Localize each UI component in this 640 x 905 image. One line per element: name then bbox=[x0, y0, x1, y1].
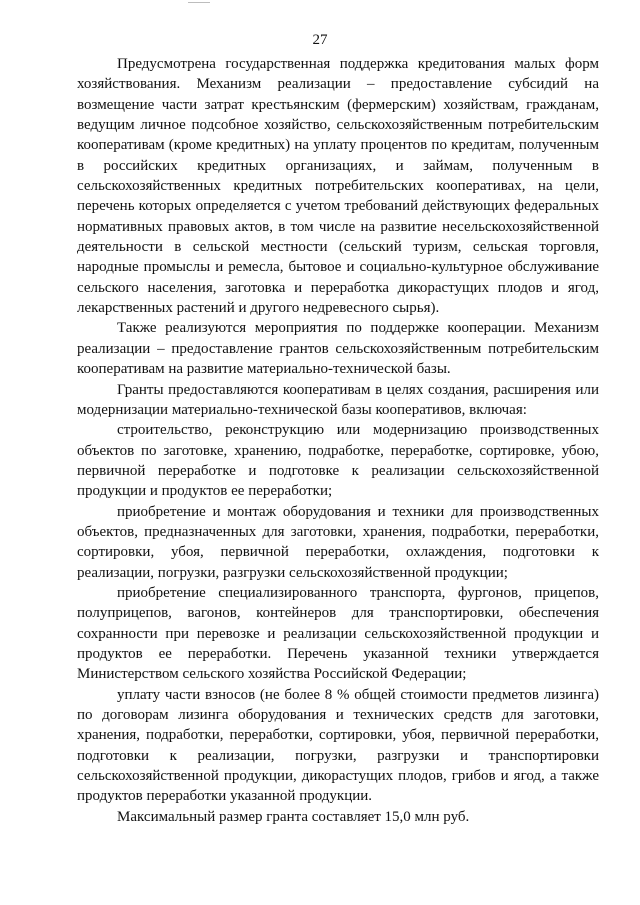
list-item-equipment: приобретение и монтаж оборудования и техники для производственных объектов, предназначенных для заготовки, хранения, подработки, переработки, сортировки, убоя, первичной переработки, охлаждения, подготовки к реализации, погрузки, разгрузки сельскохозяйственной продукции; bbox=[77, 503, 599, 581]
paragraph-grant-purposes: Гранты предоставляются кооперативам в целях создания, расширения или модернизации материально-технической базы кооперативов, включая: bbox=[77, 381, 599, 418]
paragraph-cooperation-support: Также реализуются мероприятия по поддержке кооперации. Механизм реализации – предоставление грантов сельскохозяйственным потребительским кооперативам на развитие материально-технической базы. bbox=[77, 320, 599, 378]
body-text bbox=[77, 54, 599, 827]
paragraph-max-grant: Максимальный размер гранта составляет 15,0 млн руб. bbox=[117, 808, 470, 825]
scan-artifact bbox=[188, 0, 210, 3]
paragraph-credit-support: Предусмотрена государственная поддержка кредитования малых форм хозяйствования. Механизм реализации – предоставление субсидий на возмещение части затрат крестьянским (фермерским) хозяйствам, гражданам, ведущим личное подсобное хозяйство, сельскохозяйственным потребительским кооперативам (кроме кредитных) на уплату процентов по кредитам, полученным в российских кредитных организациях, и займам, полученным в сельскохозяйственных кредитных потребительских кооперативах, на цели, перечень которых определяется с учетом требований действующих федеральных нормативных правовых актов, в том числе на развитие несельскохозяйственной деятельности в сельской местности (сельский туризм, сельская торговля, народные промыслы и ремесла, бытовое и социально-культурное обслуживание сельского населения, заготовка и переработка дикорастущих плодов и ягод, лекарственных растений и другого недревесного сырья). bbox=[77, 56, 599, 317]
page-number: 27 bbox=[312, 32, 328, 48]
list-item-leasing: уплату части взносов (не более 8 % общей стоимости предметов лизинга) по договорам лизинга оборудования и технических средств для заготовки, хранения, подработки, переработки, сортировки, убоя, первичной переработки, подготовки к реализации, погрузки, разгрузки и транспортировки сельскохозяйственной продукции, дикорастущих плодов, грибов и ягод, а также продуктов переработки указанной продукции. bbox=[77, 686, 599, 805]
list-item-transport: приобретение специализированного транспорта, фургонов, прицепов, полуприцепов, вагонов, контейнеров для транспортировки, обеспечения сохранности при перевозке и реализации сельскохозяйственной продукции и продуктов ее переработки. Перечень указанной техники утверждается Министерством сельского хозяйства Российской Федерации; bbox=[77, 584, 599, 683]
list-item-construction: строительство, реконструкцию или модернизацию производственных объектов по заготовке, хранению, подработке, переработке, сортировке, убою, первичной переработке и подготовке к реализации сельскохозяйственной продукции и продуктов ее переработки; bbox=[77, 422, 599, 500]
